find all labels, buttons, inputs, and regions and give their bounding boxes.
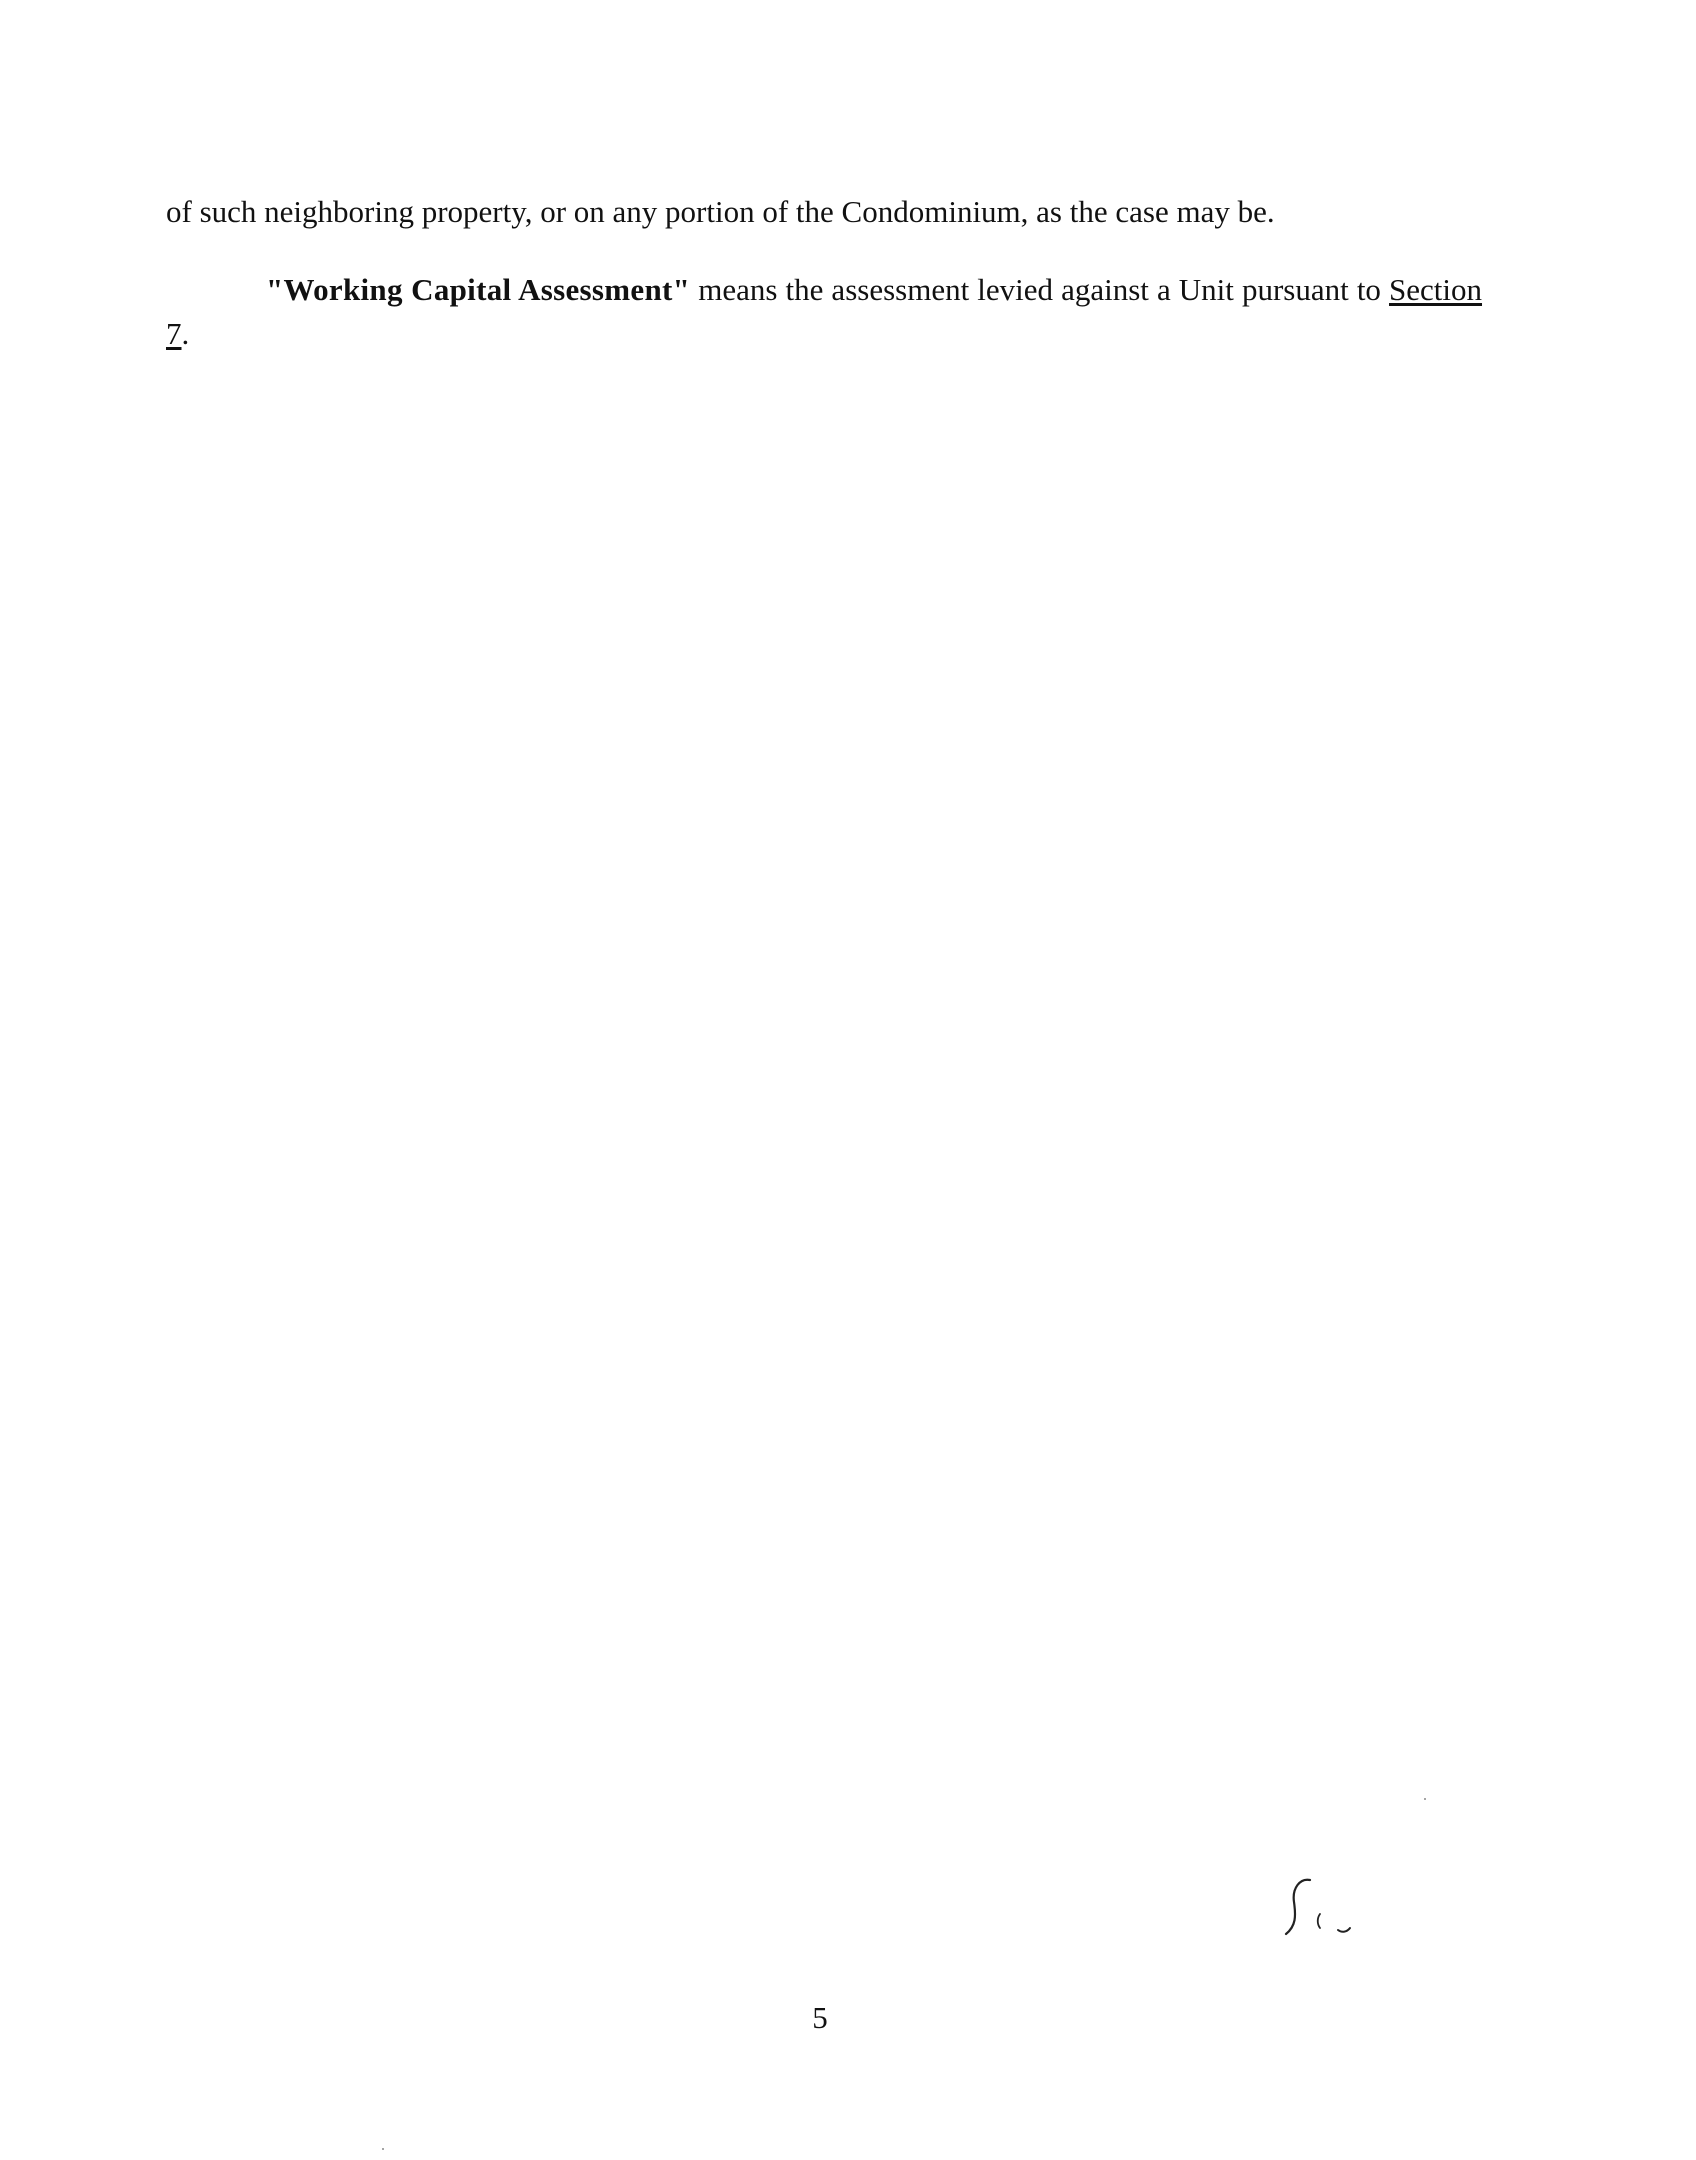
section-reference: Section 7 — [166, 272, 1483, 351]
body-text-line: of such neighboring property, or on any portion of the Condominium, as the case may be. — [166, 194, 1275, 229]
defined-term: "Working Capital Assessment" — [266, 272, 691, 307]
definition-end: . — [181, 316, 190, 351]
page-number: 5 — [812, 2000, 828, 2035]
scan-speck — [382, 2148, 384, 2150]
definition-paragraph — [166, 268, 1482, 356]
handwritten-initials — [1280, 1870, 1370, 1950]
scan-speck — [1424, 1798, 1426, 1800]
definition-text: means the assessment levied against a Unit pursuant to — [690, 272, 1390, 307]
